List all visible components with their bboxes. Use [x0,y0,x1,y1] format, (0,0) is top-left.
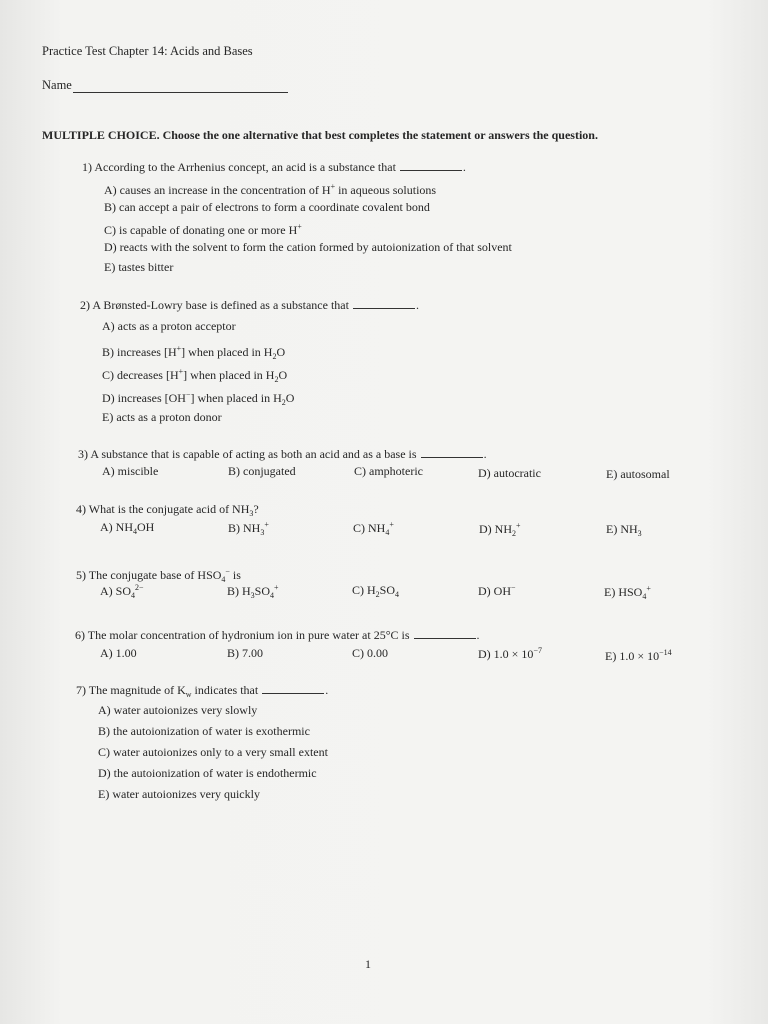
answer-blank [353,298,415,309]
option-e: E) $HSO_4^+$ [604,584,651,601]
question-stem: 7) The magnitude of $K_w$ indicates that . [76,683,329,699]
option-c: C) $H_2SO_4$ [352,583,400,599]
page-number: 1 [365,957,371,971]
question-7 [76,680,328,805]
question-stem: 4) What is the conjugate acid of $NH_3$? [76,502,259,518]
option-d: D) $NH_2^+$ [479,521,521,538]
option-e: E) acts as a proton donor [102,410,222,424]
option-c: C) 0.00 [352,646,388,660]
instructions [42,128,598,143]
option-d: D) the autoionization of water is endothermic [98,766,317,780]
answer-blank [400,160,462,171]
question-stem: 1) According to the Arrhenius concept, an acid is a substance that . [82,160,466,174]
option-b: B) 7.00 [227,646,263,660]
option-e: E) tastes bitter [104,260,174,274]
answer-blank [262,683,324,694]
name-field-row [42,78,288,93]
answer-blank [421,447,483,458]
question-4 [76,498,716,542]
option-c: C) is capable of donating one or more H+ [104,222,302,237]
option-b: B) the autoionization of water is exothermic [98,724,310,738]
question-2 [80,295,419,429]
name-blank-line [73,80,288,93]
answer-blank [414,628,476,639]
option-a: A) acts as a proton acceptor [102,319,236,333]
option-c: C) amphoteric [354,464,423,478]
option-d: D) autocratic [478,466,541,480]
name-label: Name [42,78,72,92]
option-b: B) $NH_3^+$ [228,520,269,537]
option-c: C) $NH_4^+$ [353,520,394,537]
question-6 [75,624,725,668]
option-a: A) water autoionizes very slowly [98,703,258,717]
option-b: B) conjugated [228,464,296,478]
option-b: B) increases [H+] when placed in $H_2O$ [102,344,286,361]
question-stem: 2) A Brønsted-Lowry base is defined as a substance that . [80,298,419,312]
option-e: E) $NH_3$ [606,522,642,538]
option-d: D) $1.0 \times 10^{-7}$ [478,646,542,661]
option-d: D) increases [OH−] when placed in $H_2O$ [102,390,295,407]
option-d: D) reacts with the solvent to form the cation formed by autoionization of that solvent [104,240,512,254]
question-3 [78,444,718,486]
option-e: E) $1.0 \times 10^{-14}$ [605,648,672,663]
option-c: C) water autoionizes only to a very small extent [98,745,328,759]
option-b: B) can accept a pair of electrons to form a coordinate covalent bond [104,200,430,214]
option-d: D) OH− [478,583,516,598]
question-1 [82,157,512,277]
page-title: Practice Test Chapter 14: Acids and Bases [42,44,253,58]
instructions-heading: MULTIPLE CHOICE. [42,128,160,142]
option-e: E) water autoionizes very quickly [98,787,260,801]
option-b: B) $H_3SO_4^+$ [227,583,279,600]
instructions-text: Choose the one alternative that best completes the statement or answers the question. [162,128,598,142]
option-e: E) autosomal [606,467,670,481]
option-a: A) miscible [102,464,159,478]
option-a: A) causes an increase in the concentration of H+ in aqueous solutions [104,182,437,197]
option-c: C) decreases [H+] when placed in $H_2O$ [102,367,288,384]
option-a: A) $NH_4OH$ [100,520,155,536]
question-stem: 3) A substance that is capable of acting as both an acid and as a base is . [78,447,487,461]
question-5 [76,561,716,605]
option-a: A) 1.00 [100,646,137,660]
question-stem: 6) The molar concentration of hydronium ion in pure water at 25°C is . [75,628,480,642]
option-a: A) $SO_4^{2-}$ [100,583,144,600]
question-stem: 5) The conjugate base of $HSO_4^-$ is [76,567,241,584]
